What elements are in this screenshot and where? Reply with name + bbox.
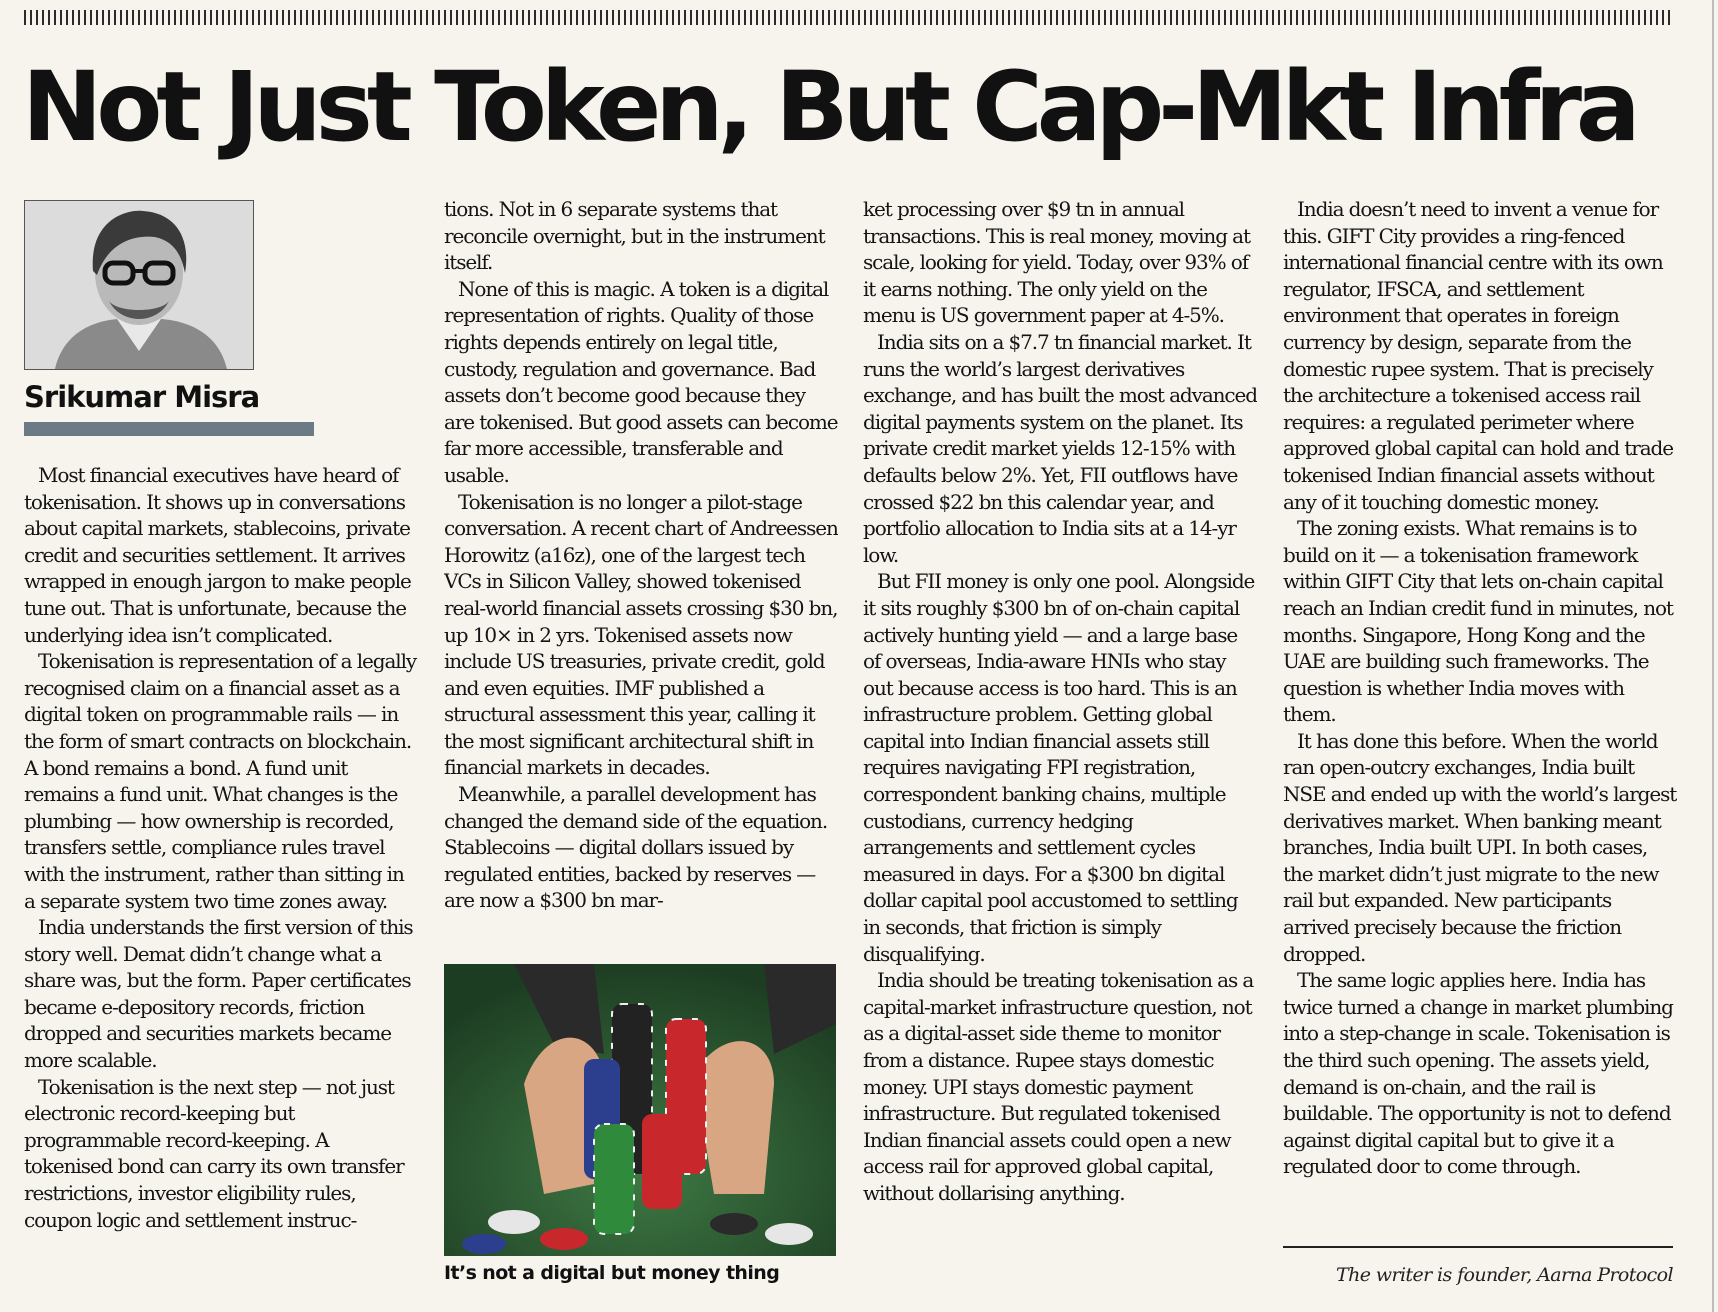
paragraph: India should be treating tokenisation as a capital-market infrastructure question, not as a digital-asset side theme to monitor from a distance. Rupee stays domestic money. UPI stays domestic payment infrastructure. But regulated tokenised Indian financial assets could open a new access rail for approved global capital, without dollarising anything. bbox=[863, 968, 1254, 1205]
paragraph: None of this is magic. A token is a digital representation of rights. Quality of those rights depends entirely on legal title, custody, regulation and governance. Bad assets don’t become good because they are tokenised. But good assets can become far more accessible, transferable and usable. bbox=[444, 276, 838, 487]
footer-rule bbox=[1283, 1246, 1673, 1248]
paragraph: It has done this before. When the world ran open-outcry exchanges, India built NSE and ended up with the world’s largest derivatives market. When banking meant branches, India built UPI. In both cases, the market didn’t just migrate to the new rail but expanded. New participants arrived precisely because the friction dropped. bbox=[1283, 728, 1677, 966]
casino-chips-photo bbox=[444, 964, 836, 1256]
headline: Not Just Token, But Cap-Mkt Infra bbox=[22, 51, 1635, 163]
paragraph: tions. Not in 6 separate systems that reconcile overnight, but in the instrument itself. bbox=[444, 197, 825, 275]
paragraph: The zoning exists. What remains is to build on it — a tokenisation framework within GIFT City that lets on-chain capital reach an Indian credit fund in minutes, not months. Singapore, Hong Kong and the UAE are building such frameworks. The question is whether India moves with them. bbox=[1283, 516, 1673, 727]
photo-caption: It’s not a digital but money thing bbox=[444, 1262, 780, 1284]
author-rule bbox=[24, 422, 314, 436]
paragraph: But FII money is only one pool. Alongside it sits roughly $300 bn of on-chain capital actively hunting yield — and a large base of overseas, India-aware HNIs who stay out because access is too hard. This is an infrastructure problem. Getting global capital into Indian financial assets still requires navigating FPI registration, correspondent banking chains, multiple custodians, currency hedging arrangements and settlement cycles measured in days. For a $300 bn digital dollar capital pool accustomed to settling in seconds, that friction is simply disqualifying. bbox=[863, 569, 1255, 966]
paragraph: ket processing over $9 tn in annual transactions. This is real money, moving at scale, looking for yield. Today, over 93% of it earns nothing. The only yield on the menu is US government paper at 4-5%. bbox=[863, 197, 1250, 328]
paragraph: India sits on a $7.7 tn financial market. It runs the world’s largest derivatives exchange, and has built the most advanced digital payments system on the planet. Its private credit market yields 12-15% with defaults below 2%. Yet, FII outflows have crossed $22 bn this calendar year, and portfolio allocation to India sits at a 14-yr low. bbox=[863, 329, 1257, 567]
article-column-3 bbox=[863, 196, 1257, 1300]
paragraph: Tokenisation is no longer a pilot-stage conversation. A recent chart of Andreessen Horowitz (a16z), one of the largest tech VCs in Silicon Valley, showed tokenised real-world financial assets crossing $30 bn, up 10× in 2 yrs. Tokenised assets now include US treasuries, private credit, gold and even equities. IMF published a structural assessment this year, calling it the most significant architectural shift in financial markets in decades. bbox=[444, 489, 838, 780]
paragraph: Tokenisation is representation of a legally recognised claim on a financial asset as a digital token on programmable rails — in the form of smart contracts on blockchain. A bond remains a bond. A fund unit remains a fund unit. What changes is the plumbing — how ownership is recorded, transfers settle, compliance rules travel with the instrument, rather than sitting in a separate system two time zones away. bbox=[24, 649, 417, 913]
writer-note: The writer is founder, Aarna Protocol bbox=[1336, 1264, 1673, 1286]
masthead-tick-rule bbox=[24, 10, 1672, 25]
article-column-1 bbox=[24, 462, 418, 1292]
paragraph: India doesn’t need to invent a venue for this. GIFT City provides a ring-fenced international financial centre with its own regulator, IFSCA, and settlement environment that operates in foreign currency by design, separate from the domestic rupee system. That is precisely the architecture a tokenised access rail requires: a regulated perimeter where approved global capital can hold and trade tokenised Indian financial assets without any of it touching domestic money. bbox=[1283, 197, 1673, 514]
page-edge-rule bbox=[1712, 0, 1714, 1312]
paragraph: Most financial executives have heard of tokenisation. It shows up in conversations about capital markets, stablecoins, private credit and securities settlement. It arrives wrapped in enough jargon to make people tune out. That is unfortunate, because the underlying idea isn’t complicated. bbox=[24, 463, 411, 647]
paragraph: Tokenisation is the next step — not just electronic record-keeping but programmable record-keeping. A tokenised bond can carry its own transfer restrictions, investor eligibility rules, coupon logic and settlement instruc- bbox=[24, 1074, 404, 1232]
author-photo bbox=[24, 200, 254, 370]
paragraph: Meanwhile, a parallel development has changed the demand side of the equation. Stablecoins — digital dollars issued by regulated entities, backed by reserves — are now a $300 bn mar- bbox=[444, 782, 828, 913]
article-column-4 bbox=[1283, 196, 1677, 1300]
paragraph: The same logic applies here. India has twice turned a change in market plumbing into a step-change in scale. Tokenisation is the third such opening. The assets yield, demand is on-chain, and the rail is buildable. The opportunity is not to defend against digital capital but to give it a regulated door to come through. bbox=[1283, 968, 1673, 1179]
author-name: Srikumar Misra bbox=[24, 380, 260, 414]
paragraph: India understands the first version of this story well. Demat didn’t change what a share was, but the form. Paper certificates became e-depository records, friction dropped and securities markets became more scalable. bbox=[24, 915, 413, 1073]
